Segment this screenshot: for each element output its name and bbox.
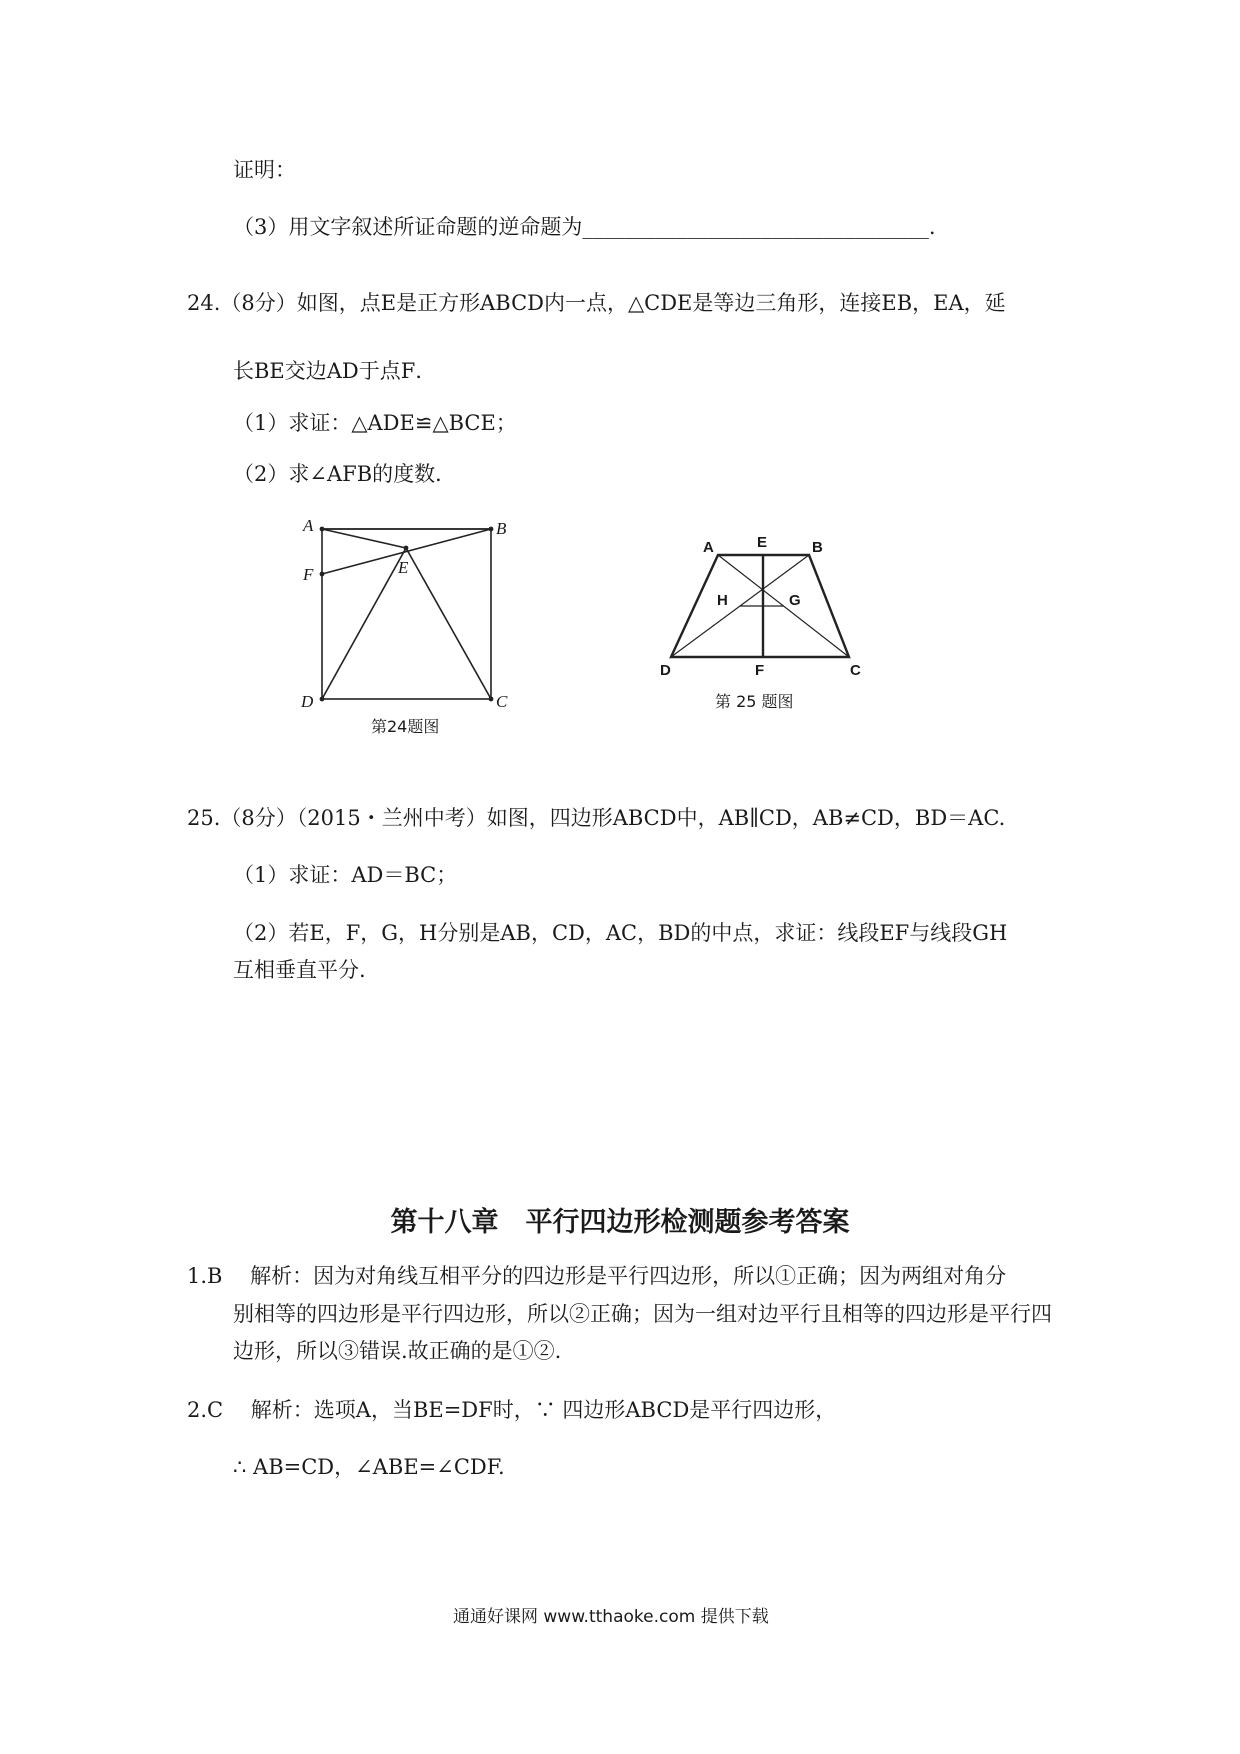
- label-b: B: [812, 539, 823, 556]
- question-24-line-2: 长BE交边AD于点F．: [233, 359, 437, 383]
- label-d: D: [301, 692, 314, 711]
- answers-title: 第十八章 平行四边形检测题参考答案: [390, 1207, 850, 1238]
- figure-25-caption: 第 25 题图: [715, 692, 794, 711]
- question-23-part-3: （3）用文字叙述所证命题的逆命题为_________________________________.: [233, 215, 936, 239]
- label-e: E: [398, 558, 409, 577]
- footer-text: 通通好课网 www.tthaoke.com 提供下载: [453, 1607, 769, 1627]
- question-24-part-1: （1）求证：△ADE≌△BCE；: [233, 411, 517, 435]
- label-a: A: [703, 539, 714, 556]
- label-h: H: [717, 592, 728, 609]
- figure-24-caption: 第24题图: [371, 717, 440, 736]
- label-c: C: [850, 662, 861, 679]
- label-e: E: [757, 534, 768, 551]
- label-f: F: [755, 662, 765, 679]
- question-25-part-1: （1）求证：AD＝BC；: [233, 863, 458, 887]
- answer-1-line-3: 边形，所以③错误.故正确的是①②.: [233, 1339, 562, 1363]
- question-24-part-2: （2）求∠AFB的度数．: [233, 462, 457, 486]
- label-a: A: [303, 516, 314, 535]
- answer-1-line-1: 1.B 解析：因为对角线互相平分的四边形是平行四边形，所以①正确；因为两组对角分: [187, 1264, 1007, 1288]
- question-25-part-2-line-2: 互相垂直平分.: [233, 958, 366, 982]
- label-c: C: [496, 692, 508, 711]
- proof-label: 证明：: [233, 158, 296, 182]
- question-25-part-2-line-1: （2）若E，F，G，H分别是AB，CD，AC，BD的中点，求证：线段EF与线段GH: [233, 921, 1008, 945]
- label-g: G: [789, 592, 801, 609]
- answer-1-line-2: 别相等的四边形是平行四边形，所以②正确；因为一组对边平行且相等的四边形是平行四: [233, 1302, 1052, 1326]
- figure-25-diagram: [655, 530, 875, 680]
- question-25-line-1: 25.（8分）（2015・兰州中考）如图，四边形ABCD中，AB∥CD，AB≠CD，BD＝AC.: [187, 806, 1006, 830]
- answer-2-line-1: 2.C 解析：选项A，当BE=DF时，∵ 四边形ABCD是平行四边形，: [187, 1398, 837, 1422]
- figure-24-diagram: [290, 515, 530, 715]
- segment-ae: [322, 529, 406, 548]
- label-b: B: [496, 519, 507, 538]
- segment-ce: [406, 548, 491, 699]
- label-f: F: [303, 565, 314, 584]
- answer-2-line-2: ∴ AB=CD，∠ABE=∠CDF.: [233, 1455, 505, 1479]
- square-abcd: [322, 529, 491, 699]
- label-d: D: [660, 662, 671, 679]
- question-24-line-1: 24.（8分）如图，点E是正方形ABCD内一点，△CDE是等边三角形，连接EB，EA，延: [187, 291, 1006, 315]
